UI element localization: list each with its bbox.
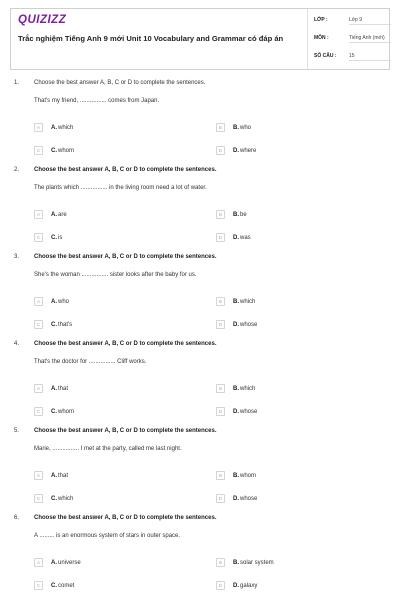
option-letter: C.: [51, 321, 57, 328]
option-d[interactable]: [216, 407, 366, 417]
option-box: C: [34, 146, 43, 155]
option-text: whom: [240, 472, 257, 479]
option-b[interactable]: [216, 123, 366, 133]
option-a[interactable]: [34, 123, 184, 133]
option-text: who: [58, 298, 70, 305]
option-letter: D.: [233, 234, 239, 241]
option-letter: D.: [233, 408, 239, 415]
meta-key: LỚP :: [314, 17, 328, 23]
option-d[interactable]: [216, 494, 366, 504]
option-c[interactable]: [34, 581, 184, 591]
option-d[interactable]: [216, 320, 366, 330]
option-box: C: [34, 407, 43, 416]
meta-row-subject: [314, 33, 386, 45]
question-instruction: Choose the best answer A, B, C or D to complete the sentences.: [34, 515, 217, 521]
option-c[interactable]: [34, 233, 184, 243]
option-text: be: [240, 211, 247, 218]
option-text: that: [58, 385, 69, 392]
option-text: are: [58, 211, 67, 218]
option-letter: B.: [233, 559, 239, 566]
option-b[interactable]: [216, 384, 366, 394]
option-box: A: [34, 297, 43, 306]
question-number: 1.: [14, 80, 20, 86]
option-letter: D.: [233, 582, 239, 589]
question-number: 3.: [14, 254, 20, 260]
option-text: whom: [58, 408, 75, 415]
question-instruction: Choose the best answer A, B, C or D to complete the sentences.: [34, 428, 217, 434]
question-sentence: Marie, ................ I met at the party, called me last night.: [34, 446, 182, 452]
option-c[interactable]: [34, 146, 184, 156]
question-sentence: She's the woman ................ sister looks after the baby for us.: [34, 272, 197, 278]
option-text: was: [240, 234, 251, 241]
option-box: D: [216, 320, 225, 329]
option-letter: D.: [233, 321, 239, 328]
option-text: who: [240, 124, 252, 131]
option-box: D: [216, 233, 225, 242]
option-text: solar system: [240, 559, 274, 566]
option-a[interactable]: [34, 297, 184, 307]
option-letter: D.: [233, 147, 239, 154]
document-title: Trắc nghiệm Tiếng Anh 9 mới Unit 10 Vocabulary and Grammar có đáp án: [18, 34, 284, 43]
option-c[interactable]: [34, 407, 184, 417]
option-a[interactable]: [34, 210, 184, 220]
option-d[interactable]: [216, 233, 366, 243]
option-box: B: [216, 210, 225, 219]
question-instruction: Choose the best answer A, B, C or D to complete the sentences.: [34, 167, 217, 173]
quizizz-logo: QUIZIZZ: [18, 14, 67, 26]
option-letter: C.: [51, 234, 57, 241]
meta-row-class: [314, 15, 386, 27]
option-box: D: [216, 581, 225, 590]
option-text: whose: [240, 321, 258, 328]
option-b[interactable]: [216, 471, 366, 481]
question-number: 2.: [14, 167, 20, 173]
question-sentence: A ......... is an enormous system of stars in outer space.: [34, 533, 181, 539]
option-b[interactable]: [216, 558, 366, 568]
option-d[interactable]: [216, 146, 366, 156]
question-1: [14, 80, 390, 160]
option-c[interactable]: [34, 494, 184, 504]
option-text: whose: [240, 408, 258, 415]
option-letter: B.: [233, 211, 239, 218]
option-letter: C.: [51, 582, 57, 589]
option-box: C: [34, 581, 43, 590]
option-box: A: [34, 210, 43, 219]
option-d[interactable]: [216, 581, 366, 591]
question-6: [14, 515, 390, 595]
option-text: which: [240, 385, 256, 392]
question-3: [14, 254, 390, 334]
question-sentence: That's my friend, ................ comes from Japan.: [34, 98, 160, 104]
worksheet-header: [10, 8, 390, 70]
meta-value: Lớp 9: [349, 15, 391, 25]
option-letter: C.: [51, 147, 57, 154]
option-box: C: [34, 233, 43, 242]
option-text: which: [240, 298, 256, 305]
option-letter: C.: [51, 495, 57, 502]
option-text: whom: [58, 147, 75, 154]
option-box: A: [34, 471, 43, 480]
option-text: which: [58, 495, 74, 502]
question-number: 6.: [14, 515, 20, 521]
option-box: C: [34, 494, 43, 503]
header-divider: [307, 9, 308, 69]
option-letter: B.: [233, 472, 239, 479]
option-b[interactable]: [216, 297, 366, 307]
option-letter: A.: [51, 124, 57, 131]
option-box: A: [34, 384, 43, 393]
question-sentence: The plants which ................ in the living room need a lot of water.: [34, 185, 207, 191]
option-box: B: [216, 558, 225, 567]
question-2: [14, 167, 390, 247]
option-text: that: [58, 472, 69, 479]
option-c[interactable]: [34, 320, 184, 330]
option-box: D: [216, 494, 225, 503]
option-text: that's: [58, 321, 73, 328]
option-text: universe: [58, 559, 81, 566]
option-letter: A.: [51, 472, 57, 479]
option-letter: B.: [233, 124, 239, 131]
option-box: D: [216, 146, 225, 155]
option-box: B: [216, 471, 225, 480]
option-a[interactable]: [34, 384, 184, 394]
option-box: A: [34, 123, 43, 132]
option-text: which: [58, 124, 74, 131]
meta-value: 15: [349, 51, 391, 61]
option-letter: A.: [51, 559, 57, 566]
option-text: where: [240, 147, 257, 154]
option-letter: D.: [233, 495, 239, 502]
option-box: C: [34, 320, 43, 329]
question-instruction: Choose the best answer A, B, C or D to complete the sentences.: [34, 80, 206, 86]
option-letter: C.: [51, 408, 57, 415]
question-instruction: Choose the best answer A, B, C or D to complete the sentences.: [34, 254, 217, 260]
meta-row-question-count: [314, 51, 386, 63]
question-4: [14, 341, 390, 421]
option-letter: A.: [51, 298, 57, 305]
option-a[interactable]: [34, 471, 184, 481]
option-text: galaxy: [240, 582, 258, 589]
meta-key: SỐ CÂU :: [314, 53, 337, 59]
option-letter: B.: [233, 385, 239, 392]
option-text: is: [58, 234, 63, 241]
meta-value: Tiếng Anh (mới): [349, 33, 391, 43]
question-number: 5.: [14, 428, 20, 434]
question-number: 4.: [14, 341, 20, 347]
option-box: B: [216, 123, 225, 132]
option-box: B: [216, 297, 225, 306]
option-box: D: [216, 407, 225, 416]
option-letter: A.: [51, 211, 57, 218]
question-instruction: Choose the best answer A, B, C or D to complete the sentences.: [34, 341, 217, 347]
option-a[interactable]: [34, 558, 184, 568]
option-box: B: [216, 384, 225, 393]
option-letter: A.: [51, 385, 57, 392]
meta-key: MÔN :: [314, 35, 329, 41]
question-5: [14, 428, 390, 508]
option-b[interactable]: [216, 210, 366, 220]
option-letter: B.: [233, 298, 239, 305]
option-box: A: [34, 558, 43, 567]
question-sentence: That's the doctor for ................ Cliff works.: [34, 359, 147, 365]
option-text: comet: [58, 582, 75, 589]
option-text: whose: [240, 495, 258, 502]
